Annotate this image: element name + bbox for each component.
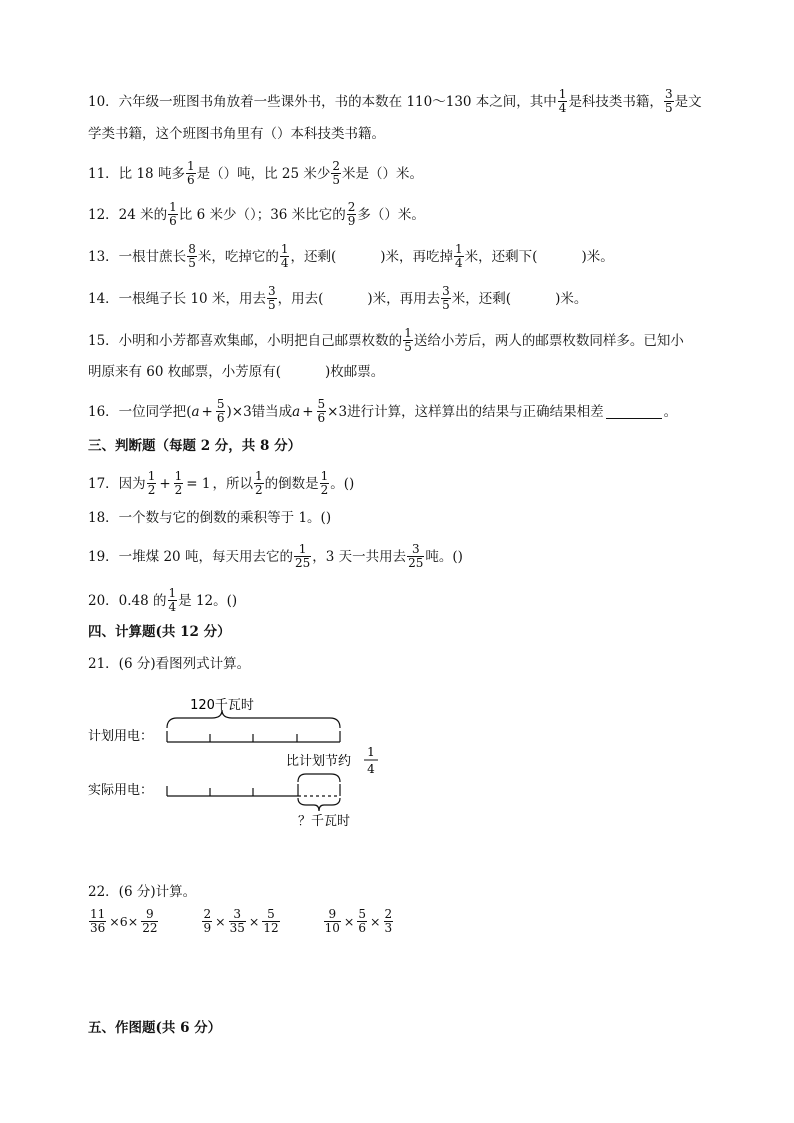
expression-2: $\frac{2}{9}$ × $\frac{3}{35}$ × $\frac{5}{12}$ bbox=[203, 907, 279, 935]
question-10-line2: 学类书籍，这个班图书角里有（）本科技类书籍。 bbox=[88, 126, 385, 142]
save-fraction-num: 1 bbox=[367, 745, 375, 759]
line-segment-diagram bbox=[88, 690, 408, 840]
section-5-title: 五、作图题(共 6 分） bbox=[88, 1020, 222, 1036]
fraction: $\frac{3}{25}$ bbox=[408, 542, 424, 570]
question-13: 13．一根甘蔗长 $\frac{8}{5}$ 米，吃掉它的 $\frac{1}{4}$ ，还剩( )米，再吃掉 $\frac{1}{4}$ 米，还剩下( )米。 bbox=[88, 242, 614, 270]
question-22: 22．(6 分)计算。 bbox=[88, 884, 197, 900]
question-18: 18．一个数与它的倒数的乘积等于 1。() bbox=[88, 510, 332, 526]
answer-underline[interactable] bbox=[606, 404, 662, 419]
fraction: $\frac{1}{6}$ bbox=[186, 159, 195, 187]
fraction: $\frac{1}{4}$ bbox=[558, 87, 567, 115]
fraction: $\frac{1}{2}$ bbox=[320, 469, 329, 497]
actual-label: 实际用电： bbox=[88, 783, 154, 798]
fraction: $\frac{5}{6}$ bbox=[216, 397, 225, 425]
section-4-title: 四、计算题(共 12 分） bbox=[88, 624, 231, 640]
question-20: 20．0.48 的 $\frac{1}{4}$ 是 12。() bbox=[88, 586, 238, 614]
fraction: $\frac{1}{2}$ bbox=[254, 469, 263, 497]
fraction: $\frac{1}{4}$ bbox=[168, 586, 177, 614]
fraction: $\frac{1}{2}$ bbox=[174, 469, 183, 497]
fraction: $\frac{3}{5}$ bbox=[267, 284, 276, 312]
question-16: 16．一位同学把 ( a + $\frac{5}{6}$ )×3 错当成 a + $\frac{5}{6}$ ×3 进行计算，这样算出的结果与正确结果相差 。 bbox=[88, 397, 678, 425]
question-14: 14．一根绳子长 10 米，用去 $\frac{3}{5}$ ，用去( )米，再用去 $\frac{3}{5}$ 米，还剩( )米。 bbox=[88, 284, 588, 312]
fraction: $\frac{1}{4}$ bbox=[455, 242, 463, 270]
question-11: 11．比 18 吨多 $\frac{1}{6}$ 是（）吨，比 25 米少 $\frac{2}{5}$ 米是（）米。 bbox=[88, 159, 423, 187]
fraction: $\frac{5}{6}$ bbox=[317, 397, 326, 425]
question-19: 19．一堆煤 20 吨，每天用去它的 $\frac{1}{25}$ ，3 天一共用去 $\frac{3}{25}$ 吨。() bbox=[88, 542, 463, 570]
question-12: 12．24 米的 $\frac{1}{6}$ 比 6 米少（）；36 米比它的 $\frac{2}{9}$ 多（）米。 bbox=[88, 200, 425, 228]
fraction: $\frac{1}{4}$ bbox=[280, 242, 289, 270]
fraction: $\frac{1}{6}$ bbox=[169, 200, 177, 228]
save-fraction-den: 4 bbox=[367, 762, 375, 776]
expression-3: $\frac{9}{10}$ × $\frac{5}{6}$ × $\frac{2}{3}$ bbox=[324, 907, 393, 935]
fraction: $\frac{1}{25}$ bbox=[294, 542, 311, 570]
question-15-line2: 明原来有 60 枚邮票，小芳原有( )枚邮票。 bbox=[88, 364, 385, 380]
unknown-label: ？千瓦时 bbox=[297, 814, 351, 829]
question-15: 15．小明和小芳都喜欢集邮，小明把自己邮票枚数的 $\frac{1}{5}$ 送给小芳后，两人的邮票枚数同样多。已知小 bbox=[88, 326, 684, 354]
total-label: 120千瓦时 bbox=[190, 698, 254, 713]
expression-1: $\frac{11}{36}$ ×6× $\frac{9}{22}$ bbox=[90, 907, 158, 935]
fraction: $\frac{1}{2}$ bbox=[147, 469, 156, 497]
save-label: 比计划节约 bbox=[286, 754, 352, 769]
fraction: $\frac{3}{5}$ bbox=[442, 284, 450, 312]
plan-label: 计划用电： bbox=[88, 729, 154, 744]
fraction: $\frac{2}{5}$ bbox=[332, 159, 340, 187]
question-17: 17．因为 $\frac{1}{2}$ + $\frac{1}{2}$ = 1 ，所以 $\frac{1}{2}$ 的倒数是 $\frac{1}{2}$ 。() bbox=[88, 469, 355, 497]
fraction: $\frac{8}{5}$ bbox=[188, 242, 196, 270]
calculation-row bbox=[88, 908, 394, 935]
fraction: $\frac{2}{9}$ bbox=[347, 200, 356, 228]
question-21: 21．(6 分)看图列式计算。 bbox=[88, 656, 251, 672]
section-3-title: 三、判断题（每题 2 分，共 8 分） bbox=[88, 438, 302, 454]
question-10: 10．六年级一班图书角放着一些课外书，书的本数在 110～130 本之间，其中 $\frac{1}{4}$ 是科技类书籍， $\frac{3}{5}$ 是文 bbox=[88, 87, 702, 115]
fraction: $\frac{1}{5}$ bbox=[404, 326, 412, 354]
fraction: $\frac{3}{5}$ bbox=[664, 87, 673, 115]
